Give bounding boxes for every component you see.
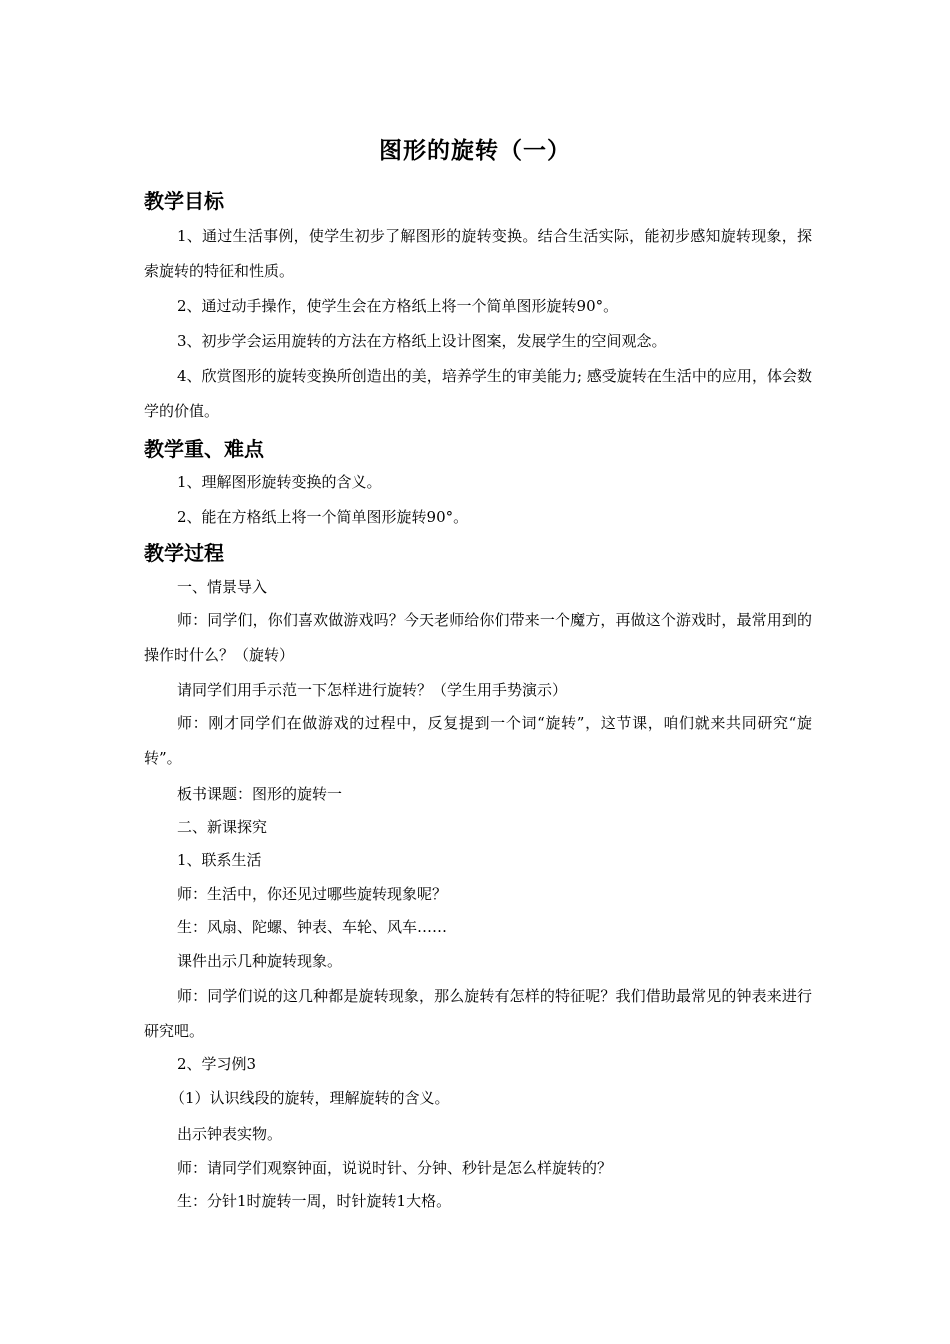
goal-item-2: 2、通过动手操作，使学生会在方格纸上将一个简单图形旋转90°。 [177, 297, 619, 315]
process-item: 生：分针1时旋转一周，时针旋转1大格。 [177, 1192, 452, 1210]
process-item: 师：同学们，你们喜欢做游戏吗？今天老师给你们带来一个魔方，再做这个游戏时，最常用到的操作时什么？（旋转） [144, 611, 812, 664]
heading-key-points: 教学重、难点 [144, 437, 264, 461]
process-item: 请同学们用手示范一下怎样进行旋转？（学生用手势演示） [177, 681, 568, 699]
process-item: 生：风扇、陀螺、钟表、车轮、风车…… [177, 918, 448, 936]
process-item: 2、学习例3 [177, 1055, 257, 1073]
process-item: 师：请同学们观察钟面，说说时针、分钟、秒针是怎么样旋转的？ [177, 1159, 613, 1177]
goal-item-4: 4、欣赏图形的旋转变换所创造出的美，培养学生的审美能力; 感受旋转在生活中的应用，体会数学的价值。 [144, 367, 812, 420]
goal-item-3: 3、初步学会运用旋转的方法在方格纸上设计图案，发展学生的空间观念。 [177, 332, 667, 350]
process-item: 出示钟表实物。 [177, 1125, 283, 1143]
process-item: 课件出示几种旋转现象。 [177, 952, 343, 970]
process-item: 师：同学们说的这几种都是旋转现象，那么旋转有怎样的特征呢？我们借助最常见的钟表来进行研究吧。 [144, 987, 812, 1040]
goal-item-1: 1、通过生活事例，使学生初步了解图形的旋转变换。结合生活实际，能初步感知旋转现象，探索旋转的特征和性质。 [144, 227, 812, 280]
heading-teaching-goals: 教学目标 [144, 189, 224, 213]
keypoint-item-1: 1、理解图形旋转变换的含义。 [177, 473, 382, 491]
process-item: 板书课题：图形的旋转一 [177, 785, 343, 803]
process-item: （1）认识线段的旋转，理解旋转的含义。 [170, 1089, 450, 1107]
keypoint-item-2: 2、能在方格纸上将一个简单图形旋转90°。 [177, 508, 469, 526]
process-item: 1、联系生活 [177, 851, 262, 869]
process-item: 师：刚才同学们在做游戏的过程中，反复提到一个词“旋转”，这节课，咱们就来共同研究“旋转”。 [144, 714, 812, 767]
process-item: 师：生活中，你还见过哪些旋转现象呢？ [177, 885, 448, 903]
document-title: 图形的旋转（一） [379, 138, 571, 164]
heading-teaching-process: 教学过程 [144, 541, 224, 565]
process-item: 一、情景导入 [177, 578, 268, 596]
process-item: 二、新课探究 [177, 818, 268, 836]
